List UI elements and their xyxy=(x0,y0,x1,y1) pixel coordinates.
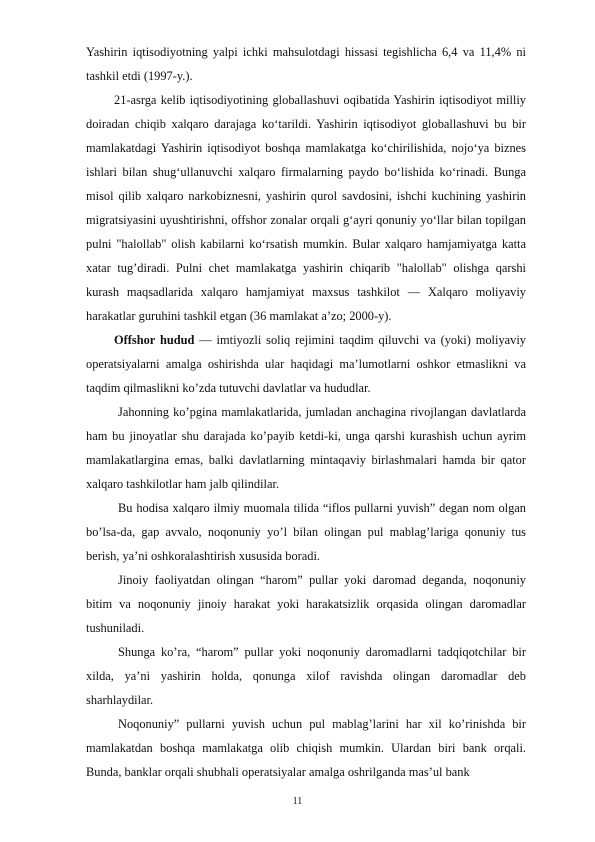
paragraph-4: Jahonning ko’pgina mamlakatlarida, jumladan anchagina rivojlangan davlatlarda ham bu jinoyatlar shu darajada ko’payib ketdi-ki, unga qarshi kurashish uchun ayrim mamlakatlargina emas, balki davlatlarning mintaqaviy birlashmalari hamda bir qator xalqaro tashkilotlar ham jalb qilindilar. xyxy=(86,405,526,491)
paragraph-1: Yashirin iqtisodiyotning yalpi ichki mahsulotdagi hissasi tegishlicha 6,4 va 11,4% ni tashkil etdi (1997-y.). xyxy=(86,45,526,83)
document-page xyxy=(86,40,526,784)
paragraph-2: 21-asrga kelib iqtisodiyotining globallashuvi oqibatida Yashirin iqtisodiyot milliy doiradan chiqib xalqaro darajaga ko‘tarildi. Yashirin iqtisodiyot globallashuvi bu bir mamlakatdagi Yashirin iqtisodiyot boshqa mamlakatga ko‘chirilishida, nojo‘ya biznes ishlari bilan shug‘ullanuvchi xalqaro firmalarning paydo bo‘lishida ko‘rinadi. Bunga misol qilib xalqaro narkobiznesni, yashirin qurol savdosini, ishchi kuchining yashirin migratsiyasini uyushtirishni, offshor zonalar orqali g‘ayri qonuniy yo‘llar bilan topilgan pulni "halollab" olish kabilarni ko‘rsatish mumkin. Bular xalqaro hamjamiyatga katta xatar tug’diradi. Pulni chet mamlakatga yashirin chiqarib "halollab" olishga qarshi kurash maqsadlarida xalqaro hamjamiyat maxsus tashkilot — Xalqaro moliyaviy harakatlar guruhini tashkil etgan (36 mamlakat aʼzo; 2000-y). xyxy=(86,93,526,323)
paragraph-6: Jinoiy faoliyatdan olingan “harom” pullar yoki daromad deganda, noqonuniy bitim va noqonuniy jinoiy harakat yoki harakatsizlik orqasida olingan daromadlar tushuniladi. xyxy=(86,573,526,635)
paragraph-3 xyxy=(86,328,526,400)
offshor-hudud-term: Offshor hudud xyxy=(114,333,195,347)
paragraph-7: Shunga ko’ra, “harom” pullar yoki noqonuniy daromadlarni tadqiqotchilar bir xilda, ya’ni yashirin holda, qonunga xilof ravishda olingan daromadlar deb sharhlaydilar. xyxy=(86,645,526,707)
paragraph-8: Noqonuniy” pullarni yuvish uchun pul mablag’larini har xil ko’rinishda bir mamlakatdan boshqa mamlakatga olib chiqish mumkin. Ulardan biri bank orqali. Bunda, banklar orqali shubhali operatsiyalar amalga oshrilganda mas’ul bank xyxy=(86,717,526,779)
paragraph-5: Bu hodisa xalqaro ilmiy muomala tilida “iflos pullarni yuvish” degan nom olgan bo’lsa-da, gap avvalo, noqonuniy yo’l bilan olingan pul mablag’lariga qonuniy tus berish, ya’ni oshkoralashtirish xususida boradi. xyxy=(86,501,526,563)
page-number: 11 xyxy=(292,796,303,807)
paragraph-3-text: — imtiyozli soliq rejimini taqdim qiluvchi va (yoki) moliyaviy operatsiyalarni amalga oshirishda ular haqidagi ma’lumotlarni oshkor etmaslikni va taqdim qilmaslikni ko’zda tutuvchi davlatlar va hududlar. xyxy=(86,333,526,395)
